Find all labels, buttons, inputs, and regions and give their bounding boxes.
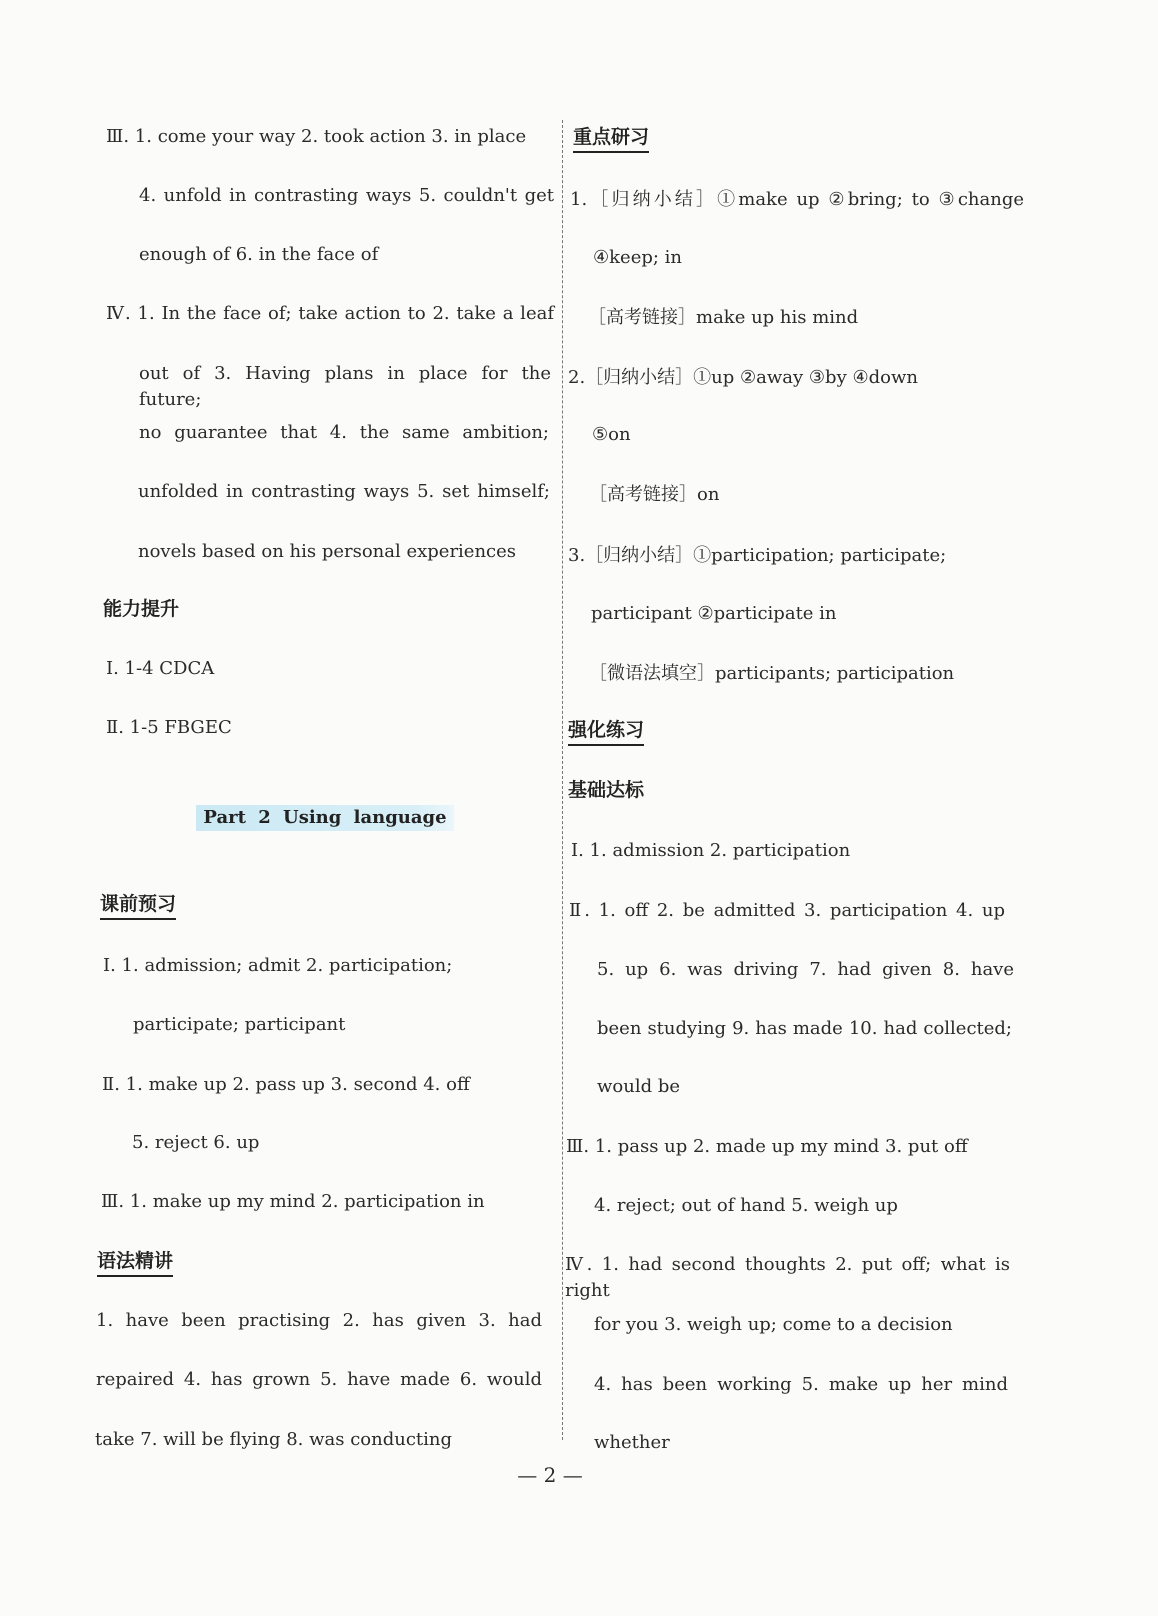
answer-line: enough of 6. in the face of — [139, 244, 379, 265]
answer-line: 4. unfold in contrasting ways 5. couldn't get — [139, 185, 554, 206]
section-heading-grammar: 语法精讲 — [97, 1248, 173, 1277]
answer-line: Ⅳ. 1. In the face of; take action to 2. take a leaf — [106, 303, 554, 324]
section-heading-ability: 能力提升 — [103, 598, 180, 620]
section-heading-practice: 强化练习 — [568, 717, 644, 746]
answer-line: been studying 9. has made 10. had collected; — [597, 1018, 1012, 1039]
answer-line: would be — [597, 1076, 681, 1097]
answer-line: Ⅰ. 1. admission 2. participation — [571, 840, 851, 861]
part-banner: Part 2 Using language — [196, 805, 454, 831]
answer-line: unfolded in contrasting ways 5. set himself; — [138, 481, 550, 502]
answer-line: 4. has been working 5. make up her mind — [594, 1374, 1008, 1395]
answer-line: participate; participant — [133, 1014, 346, 1035]
answer-line: participant ②participate in — [591, 603, 837, 624]
answer-line: Ⅱ. 1. make up 2. pass up 3. second 4. off — [102, 1074, 470, 1095]
answer-line: Ⅳ. 1. had second thoughts 2. put off; what is right — [565, 1254, 1010, 1301]
section-heading-key: 重点研习 — [573, 124, 649, 153]
answer-line: whether — [594, 1432, 670, 1453]
answer-line: 5. reject 6. up — [132, 1132, 260, 1153]
answer-line: repaired 4. has grown 5. have made 6. would — [96, 1369, 542, 1390]
answer-line: Ⅲ. 1. come your way 2. took action 3. in place — [106, 126, 527, 147]
answer-line: 2.［归纳小结］①up ②away ③by ④down — [568, 367, 918, 388]
answer-line: for you 3. weigh up; come to a decision — [594, 1314, 953, 1335]
answer-line: ［高考链接］make up his mind — [588, 307, 859, 328]
answer-line: Ⅰ. 1. admission; admit 2. participation; — [103, 955, 453, 976]
answer-line: 1. have been practising 2. has given 3. had — [96, 1310, 542, 1331]
answer-line: Ⅱ. 1-5 FBGEC — [106, 717, 232, 738]
answer-line: 5. up 6. was driving 7. had given 8. have — [597, 959, 1014, 980]
answer-line: ④keep; in — [593, 247, 683, 268]
answer-line: Ⅲ. 1. make up my mind 2. participation in — [101, 1191, 485, 1212]
answer-line: out of 3. Having plans in place for the future; — [139, 363, 551, 410]
page-number: — 2 — — [517, 1463, 583, 1487]
answer-line: Ⅱ. 1. off 2. be admitted 3. participation 4. up — [569, 900, 1005, 921]
column-divider — [562, 120, 563, 1440]
answer-line: ［高考链接］on — [589, 484, 720, 505]
answer-line: 3.［归纳小结］①participation; participate; — [568, 545, 947, 566]
answer-line: novels based on his personal experiences — [138, 541, 517, 562]
section-heading-preview: 课前预习 — [100, 891, 176, 920]
answer-line: no guarantee that 4. the same ambition; — [139, 422, 549, 443]
answer-line: Ⅲ. 1. pass up 2. made up my mind 3. put off — [566, 1136, 968, 1157]
section-heading-basic: 基础达标 — [568, 779, 645, 801]
answer-line: take 7. will be flying 8. was conducting — [95, 1429, 453, 1450]
answer-line: 4. reject; out of hand 5. weigh up — [594, 1195, 898, 1216]
answer-line: Ⅰ. 1-4 CDCA — [106, 658, 215, 679]
answer-line: ⑤on — [592, 424, 631, 445]
answer-line: ［微语法填空］participants; participation — [589, 663, 955, 684]
answer-line: 1.［归纳小结］①make up ②bring; to ③change — [570, 189, 1024, 210]
